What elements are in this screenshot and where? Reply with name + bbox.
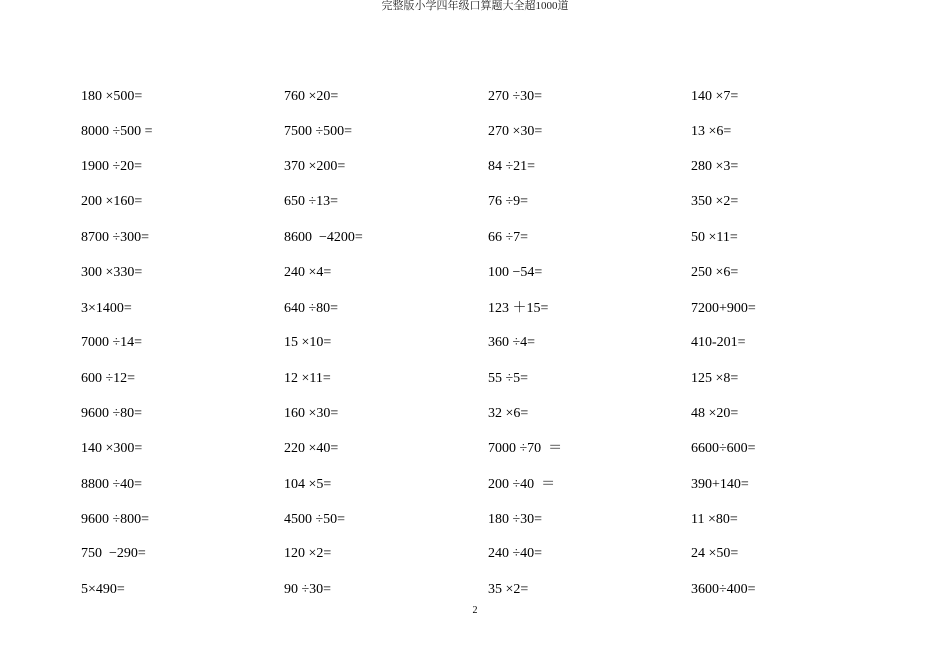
math-problem: 9600 ÷80= [81,406,143,421]
math-problem: 50 ×11= [691,230,738,245]
math-problem: 250 ×6= [691,265,739,280]
math-problem: 3600÷400= [691,582,756,597]
math-problem: 35 ×2= [488,582,529,597]
math-problem: 8800 ÷40= [81,477,143,492]
math-problem: 8600 −4200= [284,230,363,245]
math-problem: 24 ×50= [691,546,739,561]
math-problem: 270 ×30= [488,124,543,139]
math-problem: 125 ×8= [691,371,739,386]
math-problem: 66 ÷7= [488,230,529,245]
math-problem: 9600 ÷800= [81,512,150,527]
math-problem: 280 ×3= [691,159,739,174]
math-problem: 200 ×160= [81,194,143,209]
math-problem: 90 ÷30= [284,582,332,597]
math-problem: 7000 ÷14= [81,335,143,350]
math-problem: 360 ÷4= [488,335,536,350]
math-problem: 7200+900= [691,301,756,316]
math-problem: 8000 ÷500 = [81,124,153,139]
math-problem: 48 ×20= [691,406,739,421]
math-problem: 140 ×300= [81,441,143,456]
math-problem: 760 ×20= [284,89,339,104]
math-problem: 270 ÷30= [488,89,543,104]
math-problem: 12 ×11= [284,371,331,386]
math-problem: 300 ×330= [81,265,143,280]
math-problem: 390+140= [691,477,749,492]
math-problem: 4500 ÷50= [284,512,346,527]
math-problem: 84 ÷21= [488,159,536,174]
math-problem: 6600÷600= [691,441,756,456]
math-problem: 104 ×5= [284,477,332,492]
math-problem: 350 ×2= [691,194,739,209]
math-problem: 180 ×500= [81,89,143,104]
math-problem: 750 −290= [81,546,146,561]
math-problem: 13 ×6= [691,124,732,139]
math-problem: 370 ×200= [284,159,346,174]
math-problem: 200 ÷40 ＝ [488,477,556,492]
math-problem: 7500 ÷500= [284,124,353,139]
math-problem: 180 ÷30= [488,512,543,527]
math-problem: 120 ×2= [284,546,332,561]
math-problem: 640 ÷80= [284,301,339,316]
math-problem: 410-201= [691,335,746,350]
math-problem: 240 ×4= [284,265,332,280]
math-problem: 8700 ÷300= [81,230,150,245]
math-problem: 600 ÷12= [81,371,136,386]
math-problem: 1900 ÷20= [81,159,143,174]
math-problem: 140 ×7= [691,89,739,104]
math-problem: 76 ÷9= [488,194,529,209]
math-problem: 123 ＋15= [488,301,549,316]
math-problem: 7000 ÷70 ＝ [488,441,563,456]
math-problem: 5×490= [81,582,125,597]
page-number: 2 [472,605,478,616]
math-problem: 160 ×30= [284,406,339,421]
math-problem: 55 ÷5= [488,371,529,386]
math-problem: 100 −54= [488,265,543,280]
math-problem: 3×1400= [81,301,132,316]
math-problem: 240 ÷40= [488,546,543,561]
page-header: 完整版小学四年级口算题大全超1000道 [381,0,569,12]
math-problem: 11 ×80= [691,512,738,527]
math-problem: 32 ×6= [488,406,529,421]
math-problem: 650 ÷13= [284,194,339,209]
math-problem: 15 ×10= [284,335,332,350]
math-problem: 220 ×40= [284,441,339,456]
